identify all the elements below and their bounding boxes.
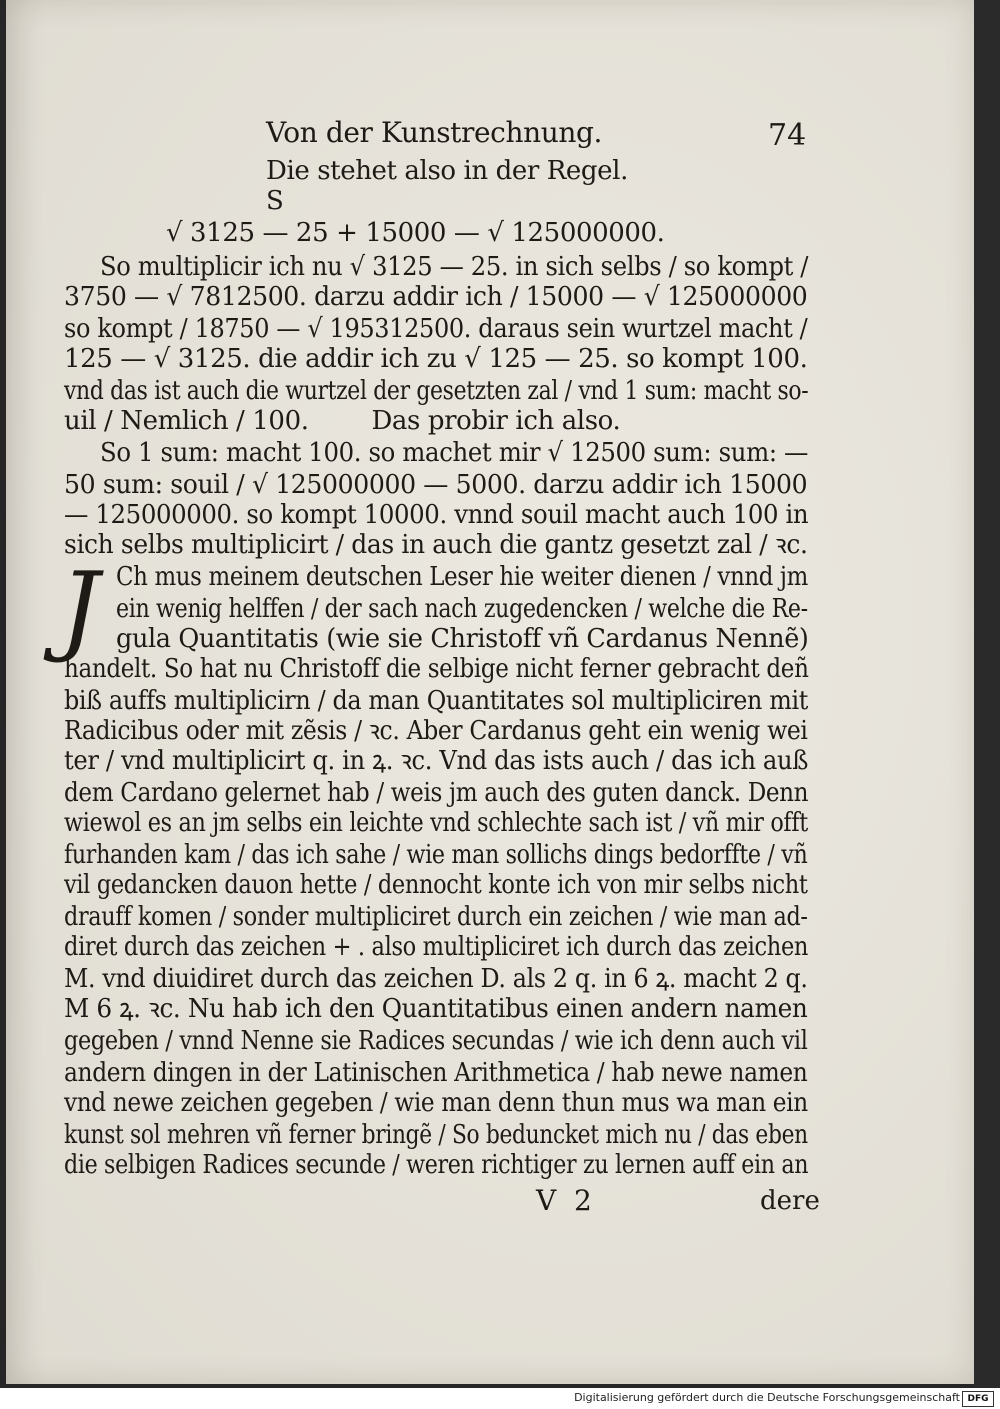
text-line: ein wenig helffen / der sach nach zugedencken / welche die Re- bbox=[116, 594, 808, 624]
text-line: 50 sum: souil / √ 125000000 — 5000. darzu addir ich 15000 bbox=[64, 470, 808, 500]
text-line: S bbox=[266, 186, 284, 216]
text-line: Radicibus oder mit zẽsis / ꝛc. Aber Cardanus geht ein wenig wei bbox=[64, 716, 808, 746]
text-line: biß auffs multiplicirn / da man Quantitates sol multipliciren mit bbox=[64, 686, 808, 716]
text-line: gula Quantitatis (wie sie Christoff vñ Cardanus Nennẽ) bbox=[116, 624, 809, 654]
text-line: sich selbs multiplicirt / das in auch die gantz gesetzt zal / ꝛc. bbox=[64, 530, 808, 560]
text-line: andern dingen in der Latinischen Arithmetica / hab newe namen bbox=[64, 1058, 808, 1088]
text-line: ter / vnd multiplicirt q. in ꝝ. ꝛc. Vnd das ists auch / das ich auß bbox=[64, 746, 809, 776]
text-line: diret durch das zeichen + . also multipliciret ich durch das zeichen bbox=[64, 932, 809, 962]
text-line: vil gedancken dauon hette / dennocht konte ich von mir selbs nicht bbox=[64, 870, 808, 900]
text-line: drauff komen / sonder multipliciret durch ein zeichen / wie man ad- bbox=[64, 902, 808, 932]
text-line: gegeben / vnnd Nenne sie Radices secundas / wie ich denn auch vil bbox=[64, 1026, 808, 1056]
signature-mark: V 2 bbox=[536, 1184, 592, 1217]
text-line: handelt. So hat nu Christoff die selbige nicht ferner gebracht deñ bbox=[64, 654, 809, 684]
page-edge-shadow bbox=[974, 0, 1000, 1388]
catchword: dere bbox=[760, 1186, 820, 1216]
text-line: — 125000000. so kompt 10000. vnnd souil macht auch 100 in bbox=[64, 500, 809, 530]
running-head: Von der Kunstrechnung. bbox=[266, 116, 603, 149]
text-line: M. vnd diuidiret durch das zeichen D. als 2 q. in 6 ꝝ. macht 2 q. bbox=[64, 964, 808, 994]
text-line: So 1 sum: macht 100. so machet mir √ 12500 sum: sum: — bbox=[100, 438, 809, 468]
text-line: Die stehet also in der Regel. bbox=[266, 156, 628, 186]
text-line: kunst sol mehren vñ ferner bringẽ / So beduncket mich nu / das eben bbox=[64, 1120, 808, 1150]
text-line: 3750 — √ 7812500. darzu addir ich / 15000 — √ 125000000 bbox=[64, 282, 808, 312]
text-line: die selbigen Radices secunde / weren richtiger zu lernen auff ein an bbox=[64, 1150, 809, 1180]
text-line: wiewol es an jm selbs ein leichte vnd schlechte sach ist / vñ mir offt bbox=[64, 808, 808, 838]
text-line: 125 — √ 3125. die addir ich zu √ 125 — 25. so kompt 100. bbox=[64, 344, 808, 374]
text-line: dem Cardano gelernet hab / weis jm auch des guten danck. Denn bbox=[64, 778, 809, 808]
text-line: uil / Nemlich / 100. Das probir ich also. bbox=[64, 406, 621, 436]
text-line: vnd das ist auch die wurtzel der gesetzten zal / vnd 1 sum: macht so- bbox=[64, 376, 809, 406]
text-line: M 6 ꝝ. ꝛc. Nu hab ich den Quantitatibus einen andern namen bbox=[64, 994, 808, 1024]
text-line: √ 3125 — 25 + 15000 — √ 125000000. bbox=[166, 218, 665, 248]
dfg-logo-icon: DFG bbox=[962, 1391, 994, 1407]
funding-credit: Digitalisierung gefördert durch die Deutsche Forschungsgemeinschaft bbox=[574, 1391, 960, 1404]
text-line: furhanden kam / das ich sahe / wie man sollichs dings bedorffte / vñ bbox=[64, 840, 808, 870]
text-line: vnd newe zeichen gegeben / wie man denn thun mus wa man ein bbox=[64, 1088, 808, 1118]
text-line: So multiplicir ich nu √ 3125 — 25. in sich selbs / so kompt / bbox=[100, 252, 809, 282]
text-line: so kompt / 18750 — √ 195312500. daraus sein wurtzel macht / bbox=[64, 314, 808, 344]
footer-bar bbox=[0, 1388, 1000, 1409]
text-line: Ch mus meinem deutschen Leser hie weiter dienen / vnnd jm bbox=[116, 562, 809, 592]
page-number: 74 bbox=[768, 118, 807, 153]
drop-cap: J bbox=[60, 552, 100, 666]
